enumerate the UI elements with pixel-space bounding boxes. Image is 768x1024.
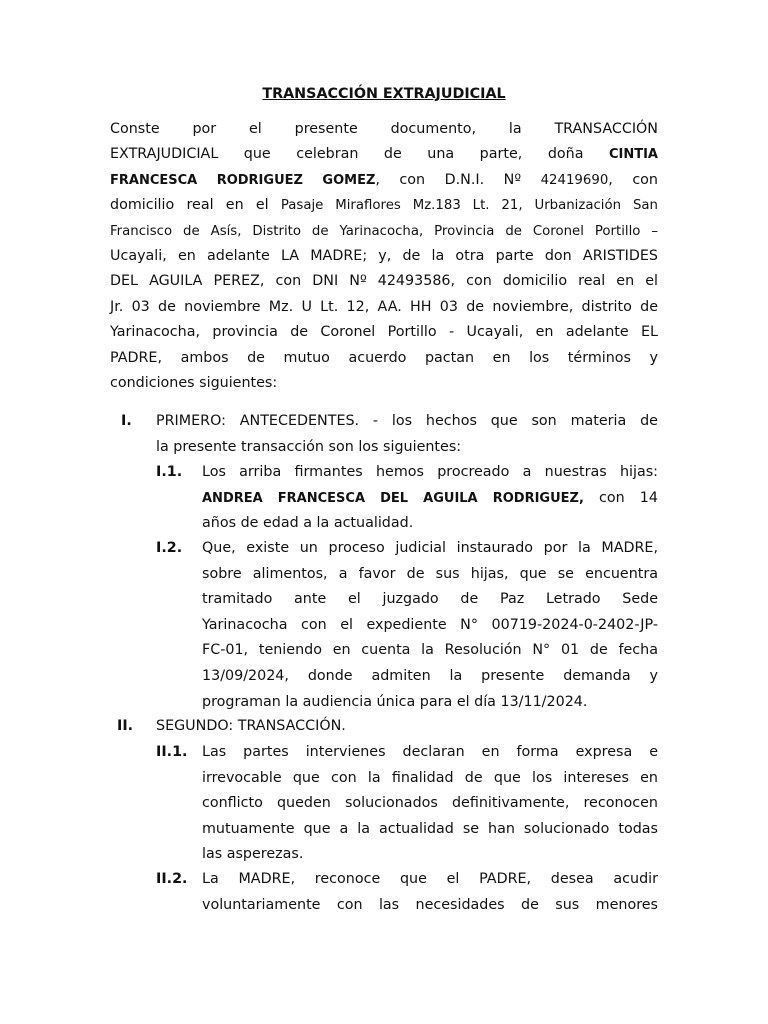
text-run: Yarinacocha, provincia de Coronel Portillo - Ucayali, en adelante — [110, 324, 641, 341]
text-run: EL — [641, 324, 658, 341]
intro-line — [110, 193, 658, 218]
intro-line — [110, 295, 658, 320]
text-run: SEGUNDO: TRANSACCIÓN. — [156, 718, 346, 734]
intro-line — [110, 320, 658, 345]
text-run: CINTIA — [608, 147, 658, 163]
clause-line — [202, 587, 658, 613]
intro-line — [110, 219, 658, 244]
text-run: LA MADRE — [280, 248, 363, 265]
intro-line — [110, 346, 658, 371]
text-run: Que, existe un proceso judicial instaurado por la — [202, 540, 602, 556]
text-run: que celebran de una parte, doña — [218, 146, 609, 163]
clause-text — [202, 740, 658, 868]
intro-line — [110, 269, 658, 294]
text-run: reconoce que el — [295, 871, 480, 887]
clause-line — [202, 638, 658, 664]
text-run: PADRE, — [479, 871, 532, 887]
clause-number: II. — [117, 718, 134, 734]
clause-text — [202, 460, 658, 537]
text-run: condiciones siguientes: — [110, 375, 278, 392]
text-run: Francisco de Asís, Distrito de Yarinacocha, Provincia de Coronel Portillo – — [110, 223, 658, 239]
clause-number: I.1. — [156, 464, 183, 480]
intro-line — [110, 244, 658, 269]
text-run: , con DNI Nº 42493586, con domicilio real en el — [259, 273, 658, 290]
text-run: la presente transacción son los siguientes: — [156, 438, 462, 455]
text-run: los hechos que son materia de — [391, 413, 658, 429]
text-run: conflicto queden solucionados definitivamente, reconocen — [202, 795, 658, 812]
text-run: 13/09/2024, donde admiten la presente demanda y — [202, 667, 658, 684]
clause-line — [202, 536, 658, 562]
text-run: DEL AGUILA PEREZ — [110, 273, 260, 290]
document-title: TRANSACCIÓN EXTRAJUDICIAL — [262, 86, 506, 102]
text-run: FC-01, teniendo en cuenta la Resolución N° 01 de fecha — [202, 642, 658, 659]
text-run: programan la audiencia única para el día 13/11/2024. — [202, 693, 588, 710]
text-run: tramitado ante el juzgado de Paz Letrado Sede — [202, 591, 658, 608]
intro-line — [110, 371, 658, 396]
clause-line — [202, 766, 658, 792]
clause-number: II.2. — [156, 871, 188, 887]
text-run: , ambos de mutuo acuerdo pactan en los términos y — [157, 349, 658, 366]
text-run: las asperezas. — [202, 846, 304, 863]
clause-line — [156, 435, 658, 461]
text-run: 42419690 — [540, 172, 609, 188]
text-run: Pasaje Miraflores Mz.183 Lt. 21, Urbanización San — [280, 198, 658, 214]
clause-line — [202, 562, 658, 588]
text-run: Jr. 03 de noviembre Mz. U Lt. 12, AA. HH 03 de noviembre, distrito de — [110, 298, 658, 315]
text-run: desea acudir — [531, 871, 659, 887]
clause-line — [202, 460, 658, 486]
text-run: FRANCESCA RODRIGUEZ GOMEZ — [110, 172, 376, 188]
text-run: , con — [608, 171, 658, 188]
text-run: Las partes intervienes declaran en forma expresa e — [202, 744, 658, 760]
text-run: domicilio real en el — [110, 197, 281, 214]
text-run: sobre alimentos, a favor de sus hijas, que se encuentra — [202, 565, 658, 582]
clause-number: I.2. — [156, 540, 183, 556]
clause-text — [156, 714, 658, 740]
text-run: TRANSACCIÓN — [554, 121, 658, 137]
clause-line — [202, 613, 658, 639]
clause-text — [156, 409, 658, 460]
intro-paragraph — [110, 117, 658, 396]
intro-line — [110, 142, 658, 167]
text-run: años de edad a la actualidad. — [202, 515, 414, 532]
clause-text — [202, 867, 658, 918]
text-run: MADRE, — [601, 540, 658, 556]
intro-line — [110, 117, 658, 142]
clause-line — [202, 842, 658, 868]
text-run: con 14 — [583, 489, 659, 506]
text-run: Ucayali, en adelante — [110, 248, 281, 265]
text-run: MADRE, — [238, 871, 296, 887]
clause-line — [202, 486, 658, 512]
text-run: mutuamente que a la actualidad se han solucionado todas — [202, 820, 658, 837]
clause-line — [202, 791, 658, 817]
clause-number: II.1. — [156, 744, 188, 760]
text-run: ARISTIDES — [582, 248, 658, 265]
clause-line — [202, 893, 658, 919]
clause-number: I. — [121, 413, 132, 429]
text-run: Los arriba firmantes hemos procreado a nuestras hijas: — [202, 464, 658, 480]
text-run: PADRE — [110, 349, 158, 366]
text-run: Yarinacocha con el expediente N° 00719-2024-0-2402-JP- — [202, 616, 658, 633]
clause-line — [156, 409, 658, 435]
clause-line — [156, 714, 658, 740]
text-run: PRIMERO: ANTECEDENTES. - — [156, 413, 392, 429]
clause-line — [202, 740, 658, 766]
text-run: Conste por el presente documento, la — [110, 121, 555, 137]
text-run: , con D.N.I. Nº — [375, 171, 541, 188]
clause-line — [202, 867, 658, 893]
text-run: ; y, de la otra parte don — [362, 248, 583, 265]
text-run: voluntariamente con las necesidades de sus menores — [202, 896, 658, 913]
clause-line — [202, 690, 658, 716]
text-run: irrevocable que con la finalidad de que los intereses en — [202, 769, 658, 786]
intro-line — [110, 168, 658, 193]
text-run: La — [202, 871, 239, 887]
clause-text — [202, 536, 658, 715]
clause-line — [202, 664, 658, 690]
text-run: EXTRAJUDICIAL — [110, 146, 219, 163]
clause-line — [202, 817, 658, 843]
clause-line — [202, 511, 658, 537]
text-run: ANDREA FRANCESCA DEL AGUILA RODRIGUEZ, — [202, 490, 584, 506]
